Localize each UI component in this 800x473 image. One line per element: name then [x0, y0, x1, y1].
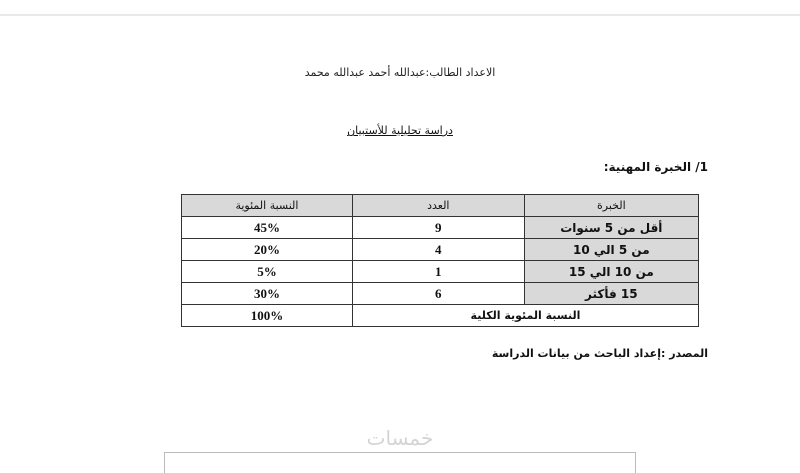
bottom-frame: [164, 452, 636, 473]
row-experience: من 5 الي 10: [524, 239, 698, 261]
total-value: 100%: [182, 305, 353, 327]
row-experience: 15 فأكثر: [524, 283, 698, 305]
header-experience: الخبرة: [524, 195, 698, 217]
table-header-row: [182, 195, 699, 217]
table-row: [182, 217, 699, 239]
table-total-row: [182, 305, 699, 327]
section-heading: 1/ الخبرة المهنية:: [603, 160, 708, 174]
header-percent: النسبة المئوية: [182, 195, 353, 217]
table-row: [182, 261, 699, 283]
document-title: دراسة تحليلية للأستبيان: [347, 124, 453, 137]
row-count: 1: [352, 261, 524, 283]
top-divider: [0, 14, 800, 16]
header-count: العدد: [352, 195, 524, 217]
row-count: 6: [352, 283, 524, 305]
row-percent: 5%: [182, 261, 353, 283]
row-percent: 30%: [182, 283, 353, 305]
table-row: [182, 239, 699, 261]
total-label: النسبة المئوية الكلية: [352, 305, 698, 327]
table-row: [182, 283, 699, 305]
row-percent: 20%: [182, 239, 353, 261]
source-note: المصدر :إعداد الباحث من بيانات الدراسة: [491, 347, 708, 360]
row-percent: 45%: [182, 217, 353, 239]
author-line: الاعداد الطالب:عبدالله أحمد عبدالله محمد: [304, 66, 496, 79]
watermark-logo: خمسات: [366, 426, 434, 450]
row-experience: من 10 الي 15: [524, 261, 698, 283]
experience-table: [181, 194, 699, 327]
row-count: 9: [352, 217, 524, 239]
row-count: 4: [352, 239, 524, 261]
row-experience: أقل من 5 سنوات: [524, 217, 698, 239]
